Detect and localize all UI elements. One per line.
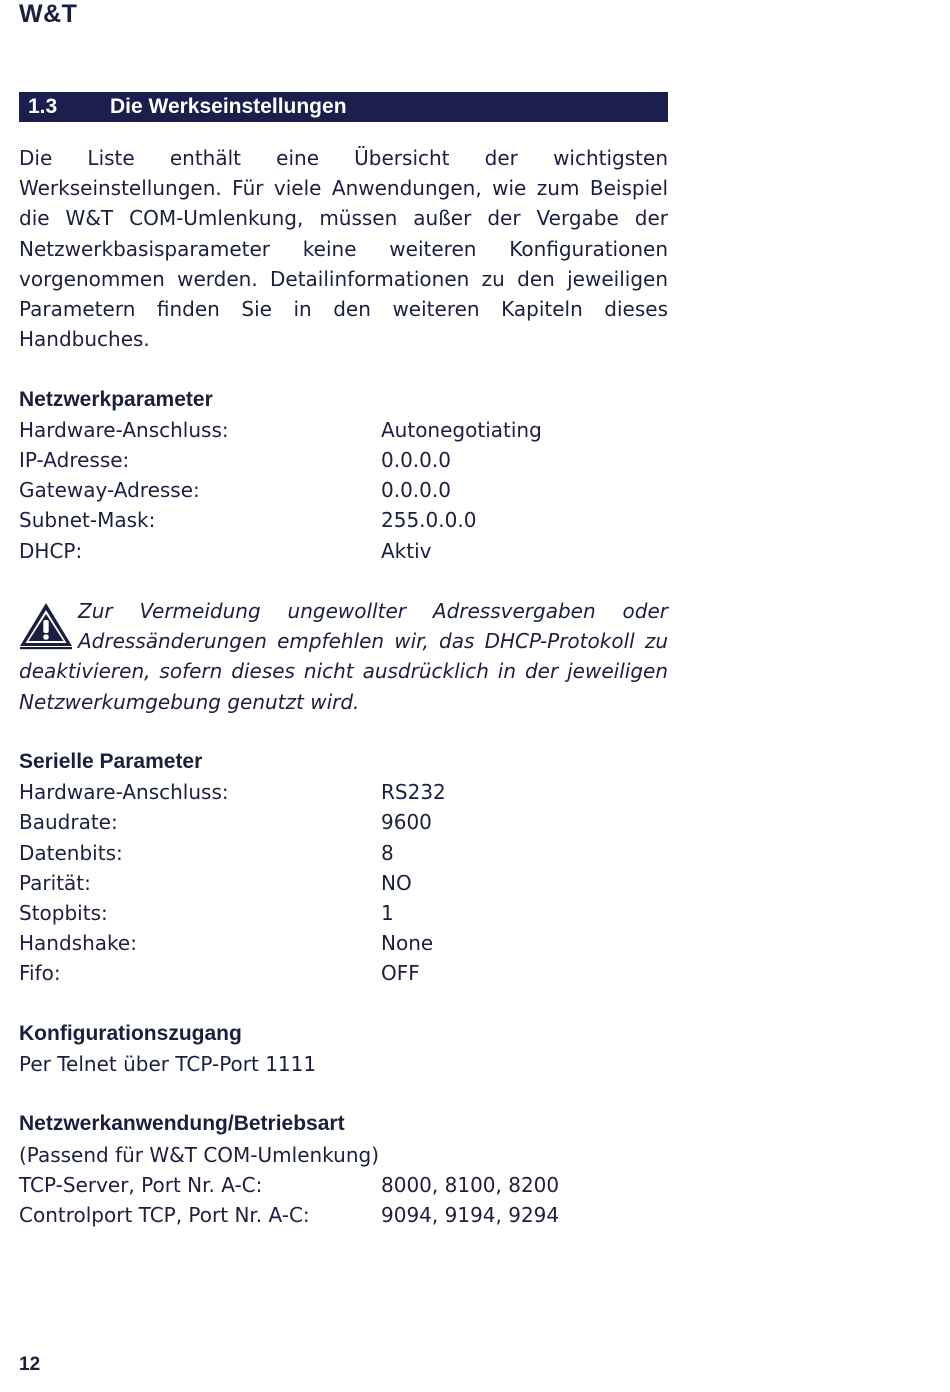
list-item	[19, 475, 668, 505]
list-item	[19, 505, 668, 535]
list-item	[19, 807, 668, 837]
param-label: Fifo:	[19, 961, 61, 986]
list-item	[19, 928, 668, 958]
serial-parameters-list	[19, 777, 668, 988]
param-label: Stopbits:	[19, 901, 108, 926]
param-value: None	[381, 931, 434, 956]
param-value: 0.0.0.0	[381, 448, 451, 473]
network-parameters-heading: Netzwerkparameter	[19, 387, 213, 411]
warning-triangle-icon	[18, 600, 74, 650]
network-parameters-list	[19, 415, 668, 566]
dhcp-warning-note	[19, 596, 668, 717]
network-application-heading: Netzwerkanwendung/Betriebsart	[19, 1112, 345, 1136]
param-label: Datenbits:	[19, 840, 123, 865]
param-label: Hardware-Anschluss:	[19, 780, 229, 805]
param-value: 1	[381, 901, 394, 926]
param-label: Subnet-Mask:	[19, 508, 156, 533]
param-value: NO	[381, 870, 412, 895]
list-item	[19, 958, 668, 988]
param-label: Hardware-Anschluss:	[19, 417, 229, 442]
list-item	[19, 1170, 668, 1200]
param-label: Handshake:	[19, 931, 137, 956]
page-content	[19, 143, 668, 1230]
param-value: 9600	[381, 810, 432, 835]
page-number: 12	[19, 1354, 41, 1375]
list-item	[19, 868, 668, 898]
param-value: RS232	[381, 780, 446, 805]
list-item	[19, 838, 668, 868]
warning-text: Zur Vermeidung ungewollter Adressvergaben oder Adressänderungen empfehlen wir, das DHCP-Protokoll zu deaktivieren, sofern dieses nicht ausdrücklich in der jeweiligen Netzwerkumgebung genutzt wird.	[19, 599, 668, 714]
serial-parameters-heading: Serielle Parameter	[19, 750, 203, 774]
param-label: IP-Adresse:	[19, 448, 130, 473]
param-label: DHCP:	[19, 538, 83, 563]
list-item	[19, 415, 668, 445]
param-value: 8000, 8100, 8200	[381, 1172, 560, 1197]
list-item	[19, 898, 668, 928]
param-value: 255.0.0.0	[381, 508, 477, 533]
param-value: 8	[381, 840, 394, 865]
brand-logo: W&T	[19, 0, 78, 28]
section-title: Die Werkseinstellungen	[110, 95, 347, 118]
network-application-list	[19, 1170, 668, 1230]
list-item	[19, 445, 668, 475]
param-value: 0.0.0.0	[381, 478, 451, 503]
list-item	[19, 1200, 668, 1230]
param-label: Parität:	[19, 870, 91, 895]
param-value: Aktiv	[381, 538, 432, 563]
config-access-text: Per Telnet über TCP-Port 1111	[19, 1052, 317, 1077]
param-value: OFF	[381, 961, 420, 986]
config-access-heading: Konfigurationszugang	[19, 1021, 242, 1045]
section-number: 1.3	[28, 95, 58, 118]
param-label: Gateway-Adresse:	[19, 478, 200, 503]
intro-paragraph: Die Liste enthält eine Übersicht der wichtigsten Werkseinstellungen. Für viele Anwendungen, wie zum Beispiel die W&T COM-Umlenkung, müssen außer der Vergabe der Netzwerkbasisparameter keine weiteren Konfigurationen vorgenommen werden. Detailinformationen zu den jeweiligen Parametern finden Sie in den weiteren Kapiteln dieses Handbuches.	[19, 146, 668, 352]
section-heading-bar	[19, 92, 668, 122]
param-label: Controlport TCP, Port Nr. A-C:	[19, 1203, 310, 1228]
param-value: Autonegotiating	[381, 417, 542, 442]
param-label: Baudrate:	[19, 810, 118, 835]
list-item	[19, 536, 668, 566]
param-value: 9094, 9194, 9294	[381, 1203, 560, 1228]
network-application-note: (Passend für W&T COM-Umlenkung)	[19, 1142, 379, 1167]
param-label: TCP-Server, Port Nr. A-C:	[19, 1172, 263, 1197]
list-item	[19, 777, 668, 807]
